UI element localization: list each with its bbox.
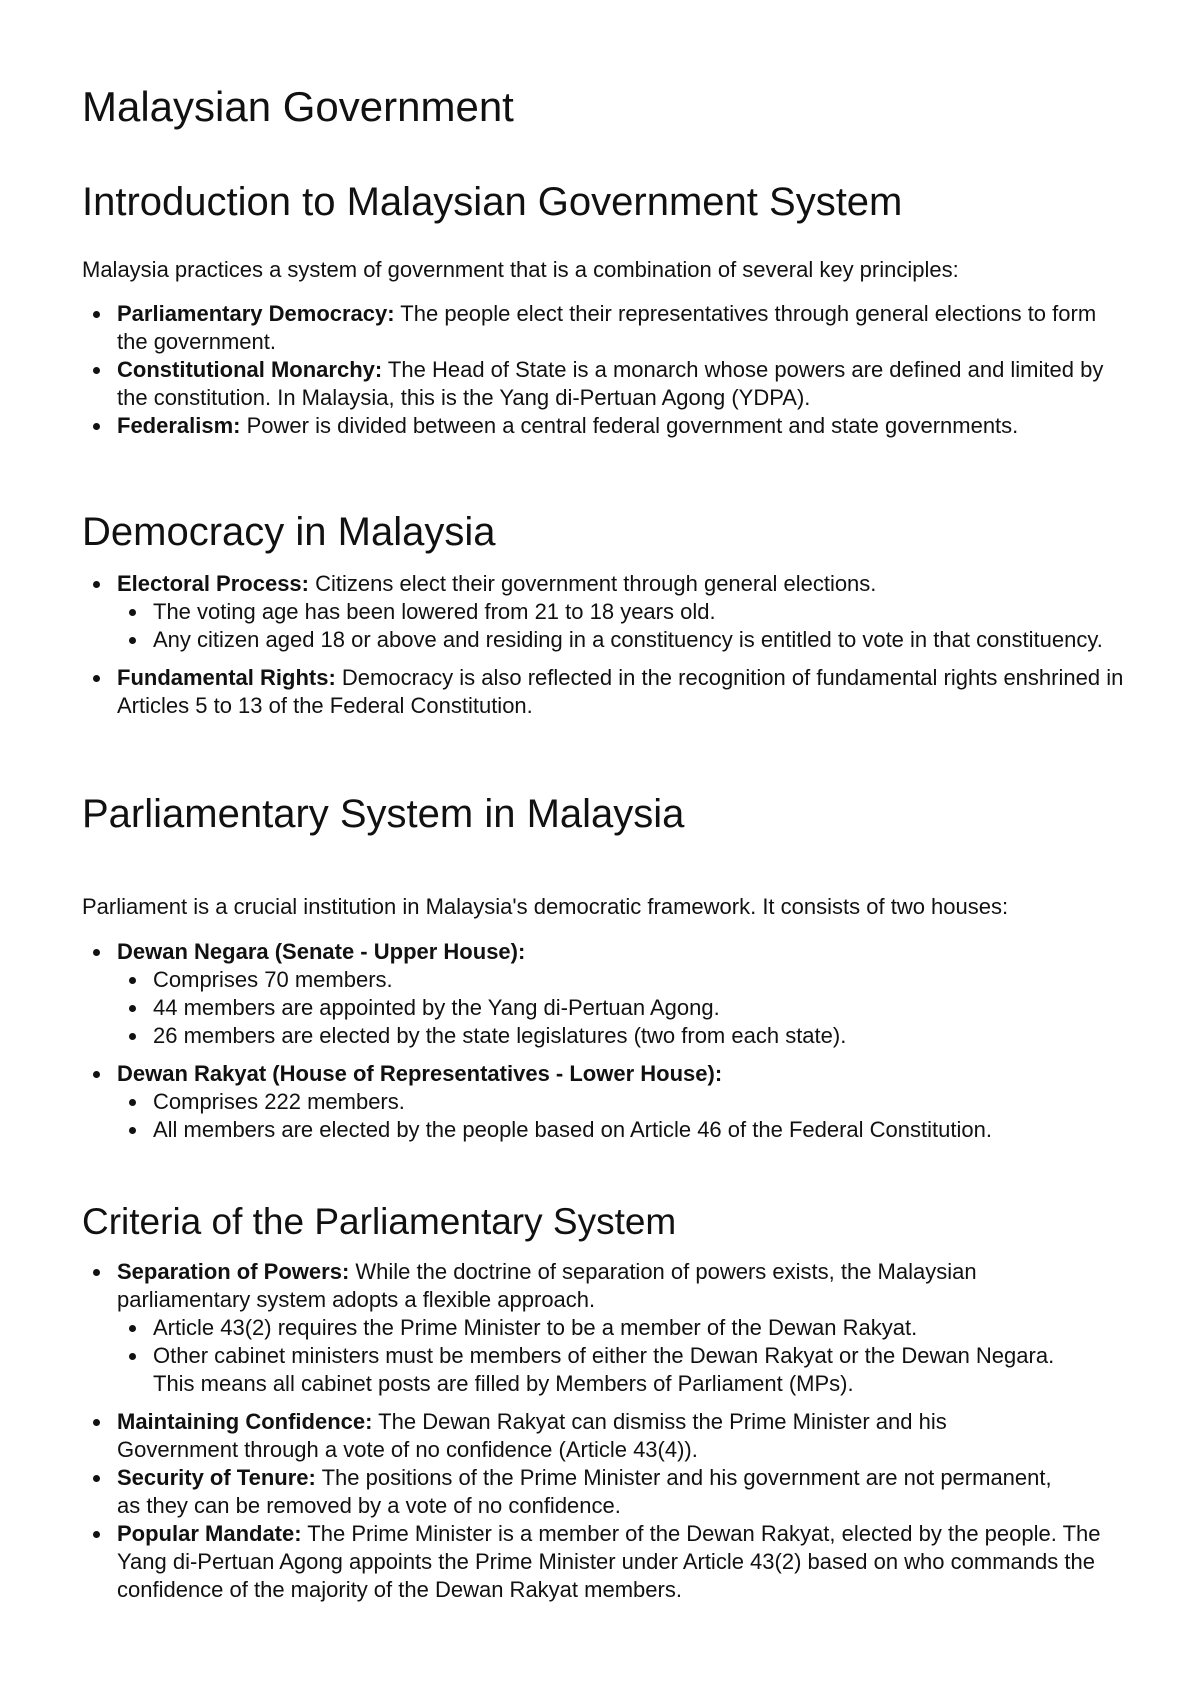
dewan-negara-item: Dewan Negara (Senate - Upper House): [82, 938, 1132, 966]
principle-constitutional-monarchy: Constitutional Monarchy: The Head of State is a monarch whose powers are defined and limited by the constitution. In Malaysia, this is the Yang di-Pertuan Agong (YDPA). [82, 356, 1132, 412]
criteria-heading: Criteria of the Parliamentary System [82, 1201, 677, 1242]
criteria-list [82, 1258, 1101, 1604]
electoral-sub-item: Any citizen aged 18 or above and residing in a constituency is entitled to vote in that constituency. [82, 626, 1153, 654]
maintaining-confidence-item: Maintaining Confidence: The Dewan Rakyat can dismiss the Prime Minister and his Government through a vote of no confidence (Article 43(4)). [82, 1408, 1067, 1464]
dewan-rakyat-item: Dewan Rakyat (House of Representatives - Lower House): [82, 1060, 1132, 1088]
electoral-process-item: Electoral Process: Citizens elect their government through general elections. [82, 570, 1132, 598]
parliament-houses-list [82, 938, 1132, 1144]
parliament-lead: Parliament is a crucial institution in Malaysia's democratic framework. It consists of two houses: [82, 894, 1009, 919]
principles-list [82, 300, 1132, 440]
fundamental-rights-item: Fundamental Rights: Democracy is also reflected in the recognition of fundamental rights enshrined in Articles 5 to 13 of the Federal Constitution. [82, 664, 1132, 720]
popular-mandate-item: Popular Mandate: The Prime Minister is a member of the Dewan Rakyat, elected by the people. The Yang di-Pertuan Agong appoints the Prime Minister under Article 43(2) based on who commands the confidence of the majority of the Dewan Rakyat members. [82, 1520, 1147, 1604]
principle-federalism: Federalism: Power is divided between a central federal government and state governments. [82, 412, 1132, 440]
negara-sub-item: Comprises 70 members. [82, 966, 1132, 994]
negara-sub-item: 26 members are elected by the state legislatures (two from each state). [82, 1022, 1132, 1050]
separation-of-powers-item: Separation of Powers: While the doctrine of separation of powers exists, the Malaysian parliamentary system adopts a flexible approach. [82, 1258, 1067, 1314]
democracy-list [82, 570, 1132, 720]
democracy-heading: Democracy in Malaysia [82, 510, 496, 554]
security-of-tenure-item: Security of Tenure: The positions of the Prime Minister and his government are not permanent, as they can be removed by a vote of no confidence. [82, 1464, 1067, 1520]
rakyat-sub-item: Comprises 222 members. [82, 1088, 1132, 1116]
separation-sub-item: Other cabinet ministers must be members of either the Dewan Rakyat or the Dewan Negara. This means all cabinet posts are filled by Members of Parliament (MPs). [82, 1342, 1082, 1398]
rakyat-sub-item: All members are elected by the people based on Article 46 of the Federal Constitution. [82, 1116, 1132, 1144]
document-title: Malaysian Government [82, 83, 514, 130]
separation-sub-item: Article 43(2) requires the Prime Minister to be a member of the Dewan Rakyat. [82, 1314, 1082, 1342]
parliament-heading: Parliamentary System in Malaysia [82, 792, 685, 836]
intro-lead: Malaysia practices a system of government that is a combination of several key principles: [82, 257, 959, 282]
negara-sub-item: 44 members are appointed by the Yang di-Pertuan Agong. [82, 994, 1132, 1022]
intro-heading: Introduction to Malaysian Government System [82, 180, 903, 224]
electoral-sub-item: The voting age has been lowered from 21 to 18 years old. [82, 598, 1053, 626]
principle-parliamentary-democracy: Parliamentary Democracy: The people elect their representatives through general elections to form the government. [82, 300, 1132, 356]
